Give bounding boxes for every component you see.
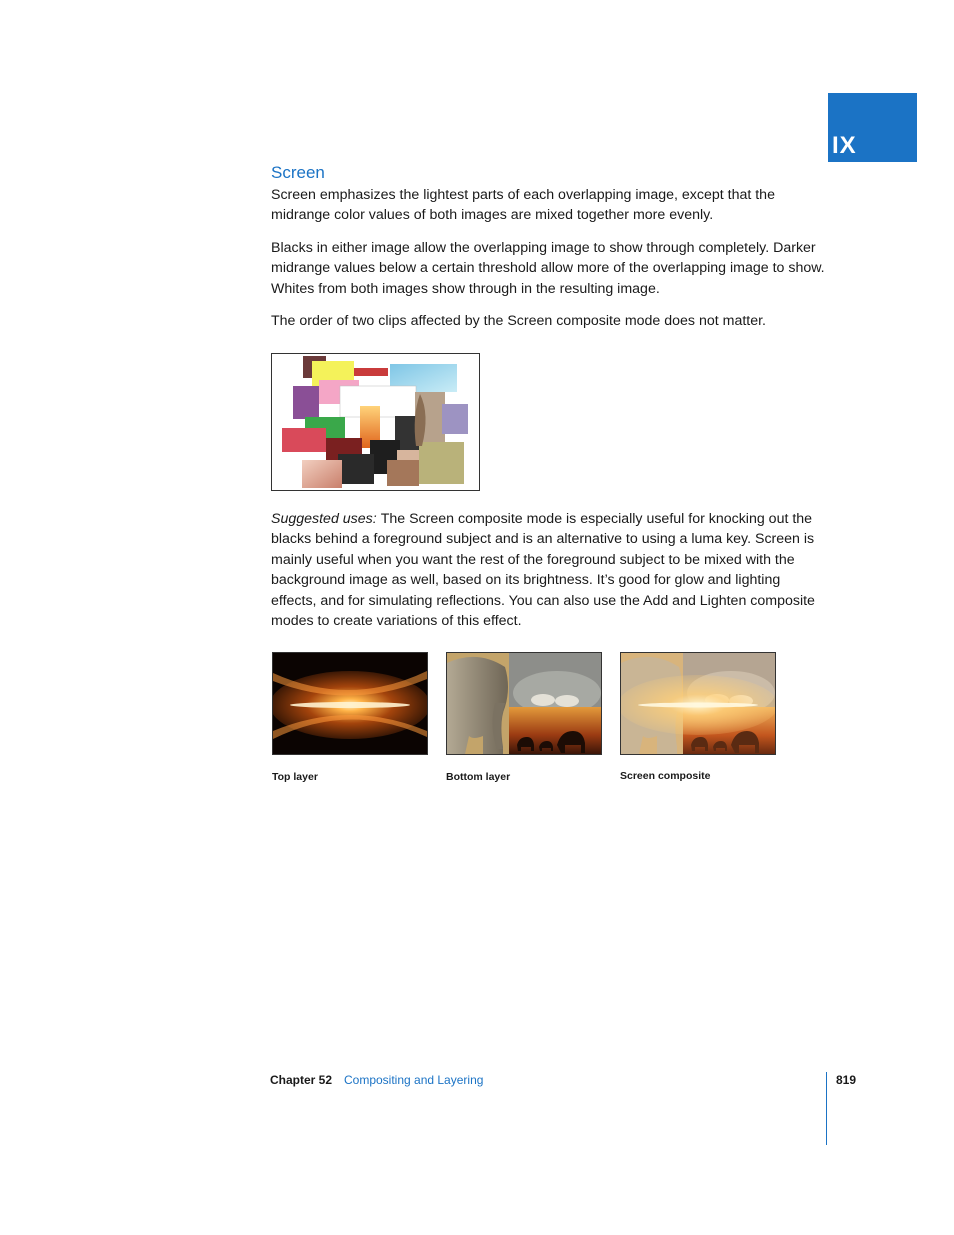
caption-bottom-layer: Bottom layer: [446, 771, 511, 783]
chapter-tab-label: IX: [832, 132, 857, 159]
bottom-layer-image: [446, 652, 602, 755]
footer-divider: [826, 1072, 827, 1145]
caption-screen-composite: Screen composite: [620, 770, 711, 782]
footer-chapter-title: Compositing and Layering: [344, 1073, 484, 1087]
suggested-uses-paragraph: [271, 509, 827, 631]
top-layer-image: [272, 652, 428, 755]
footer-chapter: Chapter 52: [270, 1073, 333, 1087]
screen-composite-image: [620, 652, 776, 755]
paragraph-1: Screen emphasizes the lightest parts of each overlapping image, except that the midrange color values of both images are mixed together more evenly.: [271, 187, 775, 224]
caption-top-layer: Top layer: [272, 771, 318, 783]
chapter-tab: [828, 93, 917, 162]
paragraph-3: The order of two clips affected by the Screen composite mode does not matter.: [271, 313, 766, 329]
section-heading: Screen: [271, 163, 325, 182]
suggested-uses-lead: Suggested uses:: [271, 511, 377, 527]
paragraph-2: Blacks in either image allow the overlapping image to show through completely. Darker midrange values below a certain threshold allow more of the overlapping image to show. Whites from both images show through in the resulting image.: [271, 240, 825, 297]
suggested-uses-text: The Screen composite mode is especially useful for knocking out the blacks behind a foreground subject and is an alternative to using a luma key. Screen is mainly useful when you want the rest of the foreground subject to be mixed with the background image as well, based on its brightness. It’s good for glow and lighting effects, and for simulating reflections. You can also use the Add and Lighten composite modes to create variations of this effect.: [271, 511, 815, 630]
screen-collage-image: [271, 353, 480, 491]
page-number: 819: [836, 1073, 857, 1087]
